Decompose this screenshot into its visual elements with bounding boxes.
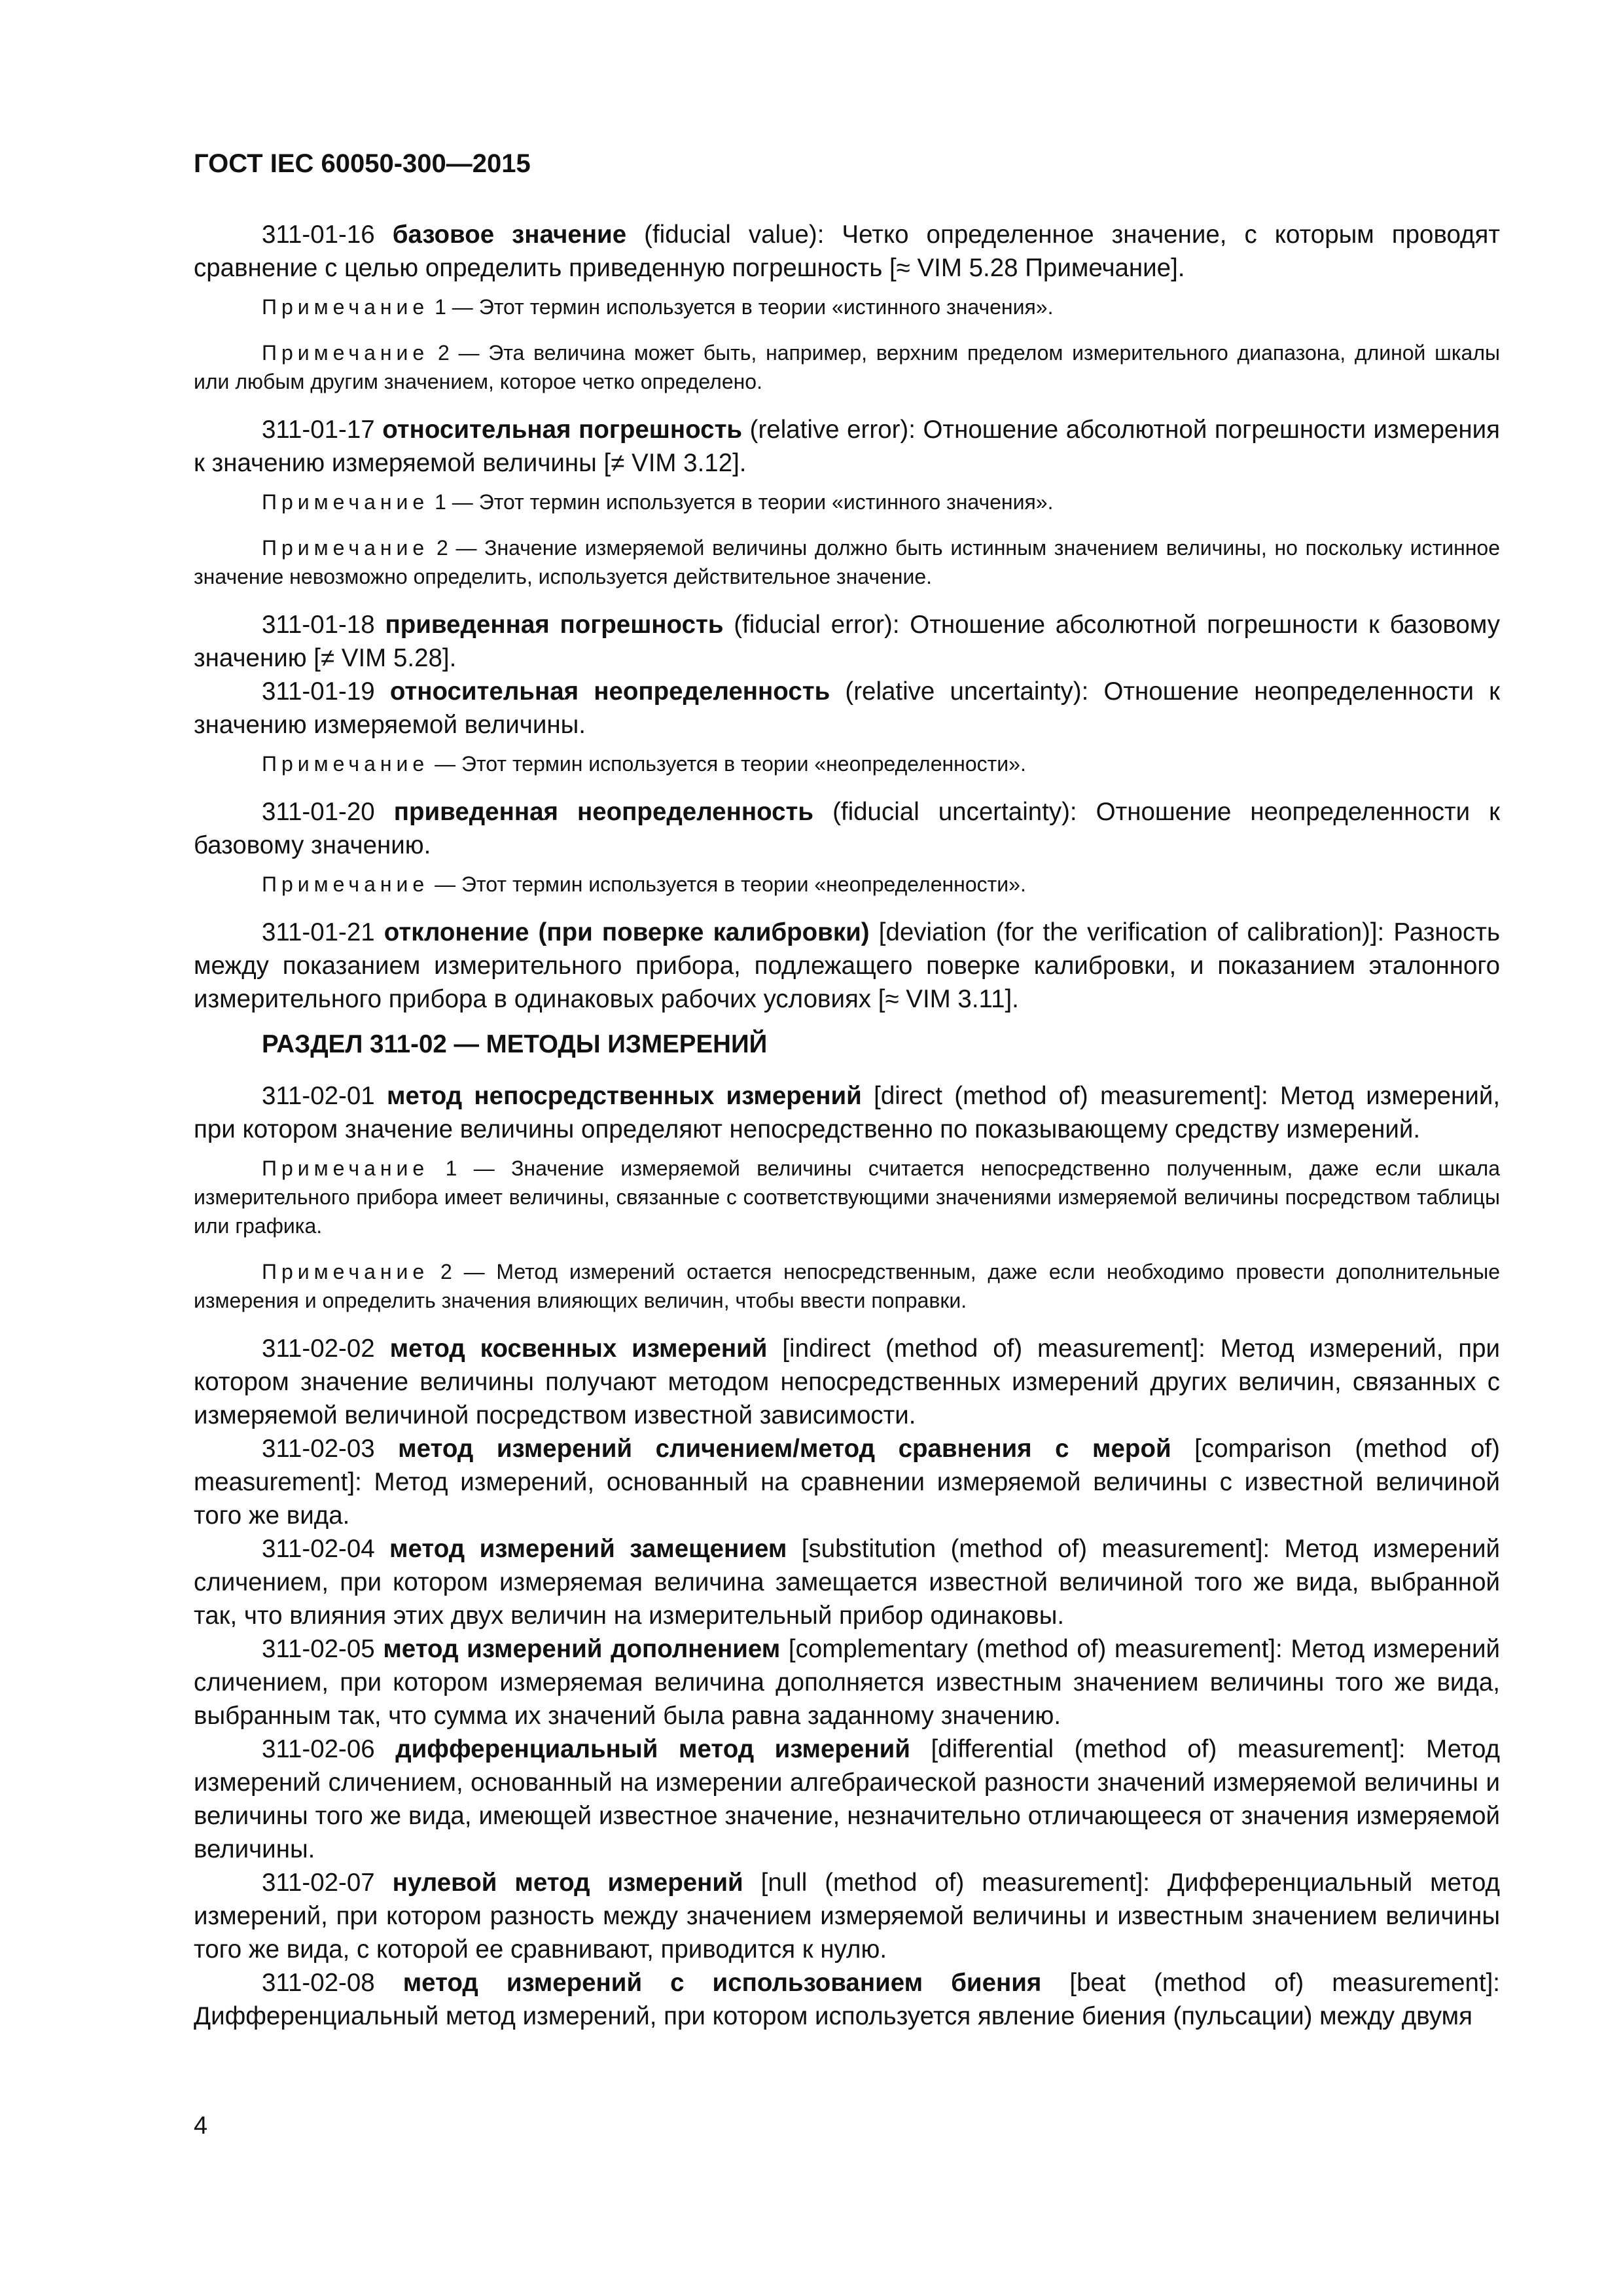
note-text: 1 — Значение измеряемой величины считается непосредственно полученным, даже если шкала измерительного прибора имеет величины, связанные с соответствующими значениями измеряемой величины посредством таблицы или графика. — [194, 1157, 1501, 1238]
term-entry — [194, 1632, 1500, 1732]
term-definition: [comparison (method of) measurement]: Метод измерений, основанный на сравнении измеряемой величины с известной величиной того же вида. — [194, 1435, 1500, 1530]
term-code: 311-02-01 — [262, 1082, 375, 1110]
term-name: относительная неопределенность — [389, 677, 830, 706]
note-text: 2 — Метод измерений остается непосредственным, даже если необходимо провести дополнительные измерения и определить значения влияющих величин, чтобы ввести поправки. — [194, 1260, 1501, 1312]
note — [194, 293, 1500, 321]
term-definition: (fiducial value): Четко определенное значение, с которым проводят сравнение с целью определить приведенную погрешность [≈ VIM 5.28 Примечание]. — [194, 221, 1500, 282]
term-code: 311-02-02 — [262, 1335, 375, 1363]
term-entry — [194, 1966, 1500, 2033]
term-entry — [194, 675, 1500, 742]
term-code: 311-01-17 — [262, 416, 375, 444]
term-entry — [194, 1732, 1500, 1866]
term-name: метод измерений с использованием биения — [402, 1969, 1042, 1997]
note-text: — Этот термин используется в теории «неопределенности». — [435, 752, 1026, 776]
note-text: 2 — Значение измеряемой величины должно быть истинным значением величины, но поскольку истинное значение невозможно определить, используется действительное значение. — [194, 536, 1501, 588]
term-code: 311-01-21 — [262, 918, 375, 946]
term-definition: [differential (method of) measurement]: Метод измерений сличением, основанный на измерении алгебраической разности значений измеряемой величины и величины того же вида, имеющей известное значение, незначительно отличающееся от значения измеряемой величины. — [194, 1735, 1500, 1863]
term-name: отклонение (при поверке калибровки) — [383, 918, 870, 946]
term-entry — [194, 218, 1500, 285]
term-name: относительная погрешность — [382, 416, 743, 444]
term-code: 311-02-04 — [262, 1535, 375, 1563]
term-code: 311-02-08 — [262, 1969, 375, 1997]
term-definition: [indirect (method of) measurement]: Метод измерений, при котором значение величины получают методом непосредственных измерений других величин, связанных с измеряемой величиной посредством известной зависимости. — [194, 1335, 1501, 1429]
term-entry — [194, 916, 1500, 1016]
term-code: 311-01-20 — [262, 798, 375, 826]
note-label: Примечание — [262, 341, 429, 365]
note-text: 2 — Эта величина может быть, например, верхним пределом измерительного диапазона, длиной шкалы или любым другим значением, которое четко определено. — [194, 341, 1501, 393]
note-label: Примечание — [262, 295, 429, 319]
note-label: Примечание — [262, 1260, 429, 1283]
note-text: 1 — Этот термин используется в теории «истинного значения». — [435, 490, 1054, 514]
term-code: 311-02-03 — [262, 1435, 375, 1463]
note-label: Примечание — [262, 536, 429, 560]
term-entry — [194, 795, 1500, 862]
note — [194, 870, 1500, 899]
term-entry — [194, 608, 1500, 675]
section-title: РАЗДЕЛ 311-02 — МЕТОДЫ ИЗМЕРЕНИЙ — [262, 1030, 768, 1058]
term-definition: [beat (method of) measurement]: Дифференциальный метод измерений, при котором используется явление биения (пульсации) между двумя — [194, 1969, 1501, 2030]
note-label: Примечание — [262, 752, 429, 776]
term-name: метод измерений дополнением — [383, 1635, 781, 1663]
term-entry — [194, 413, 1500, 480]
note-label: Примечание — [262, 490, 429, 514]
note-label: Примечание — [262, 1157, 429, 1180]
note — [194, 1154, 1500, 1240]
term-name: метод косвенных измерений — [389, 1335, 768, 1363]
term-definition: (relative uncertainty): Отношение неопределенности к значению измеряемой величины. — [194, 677, 1500, 739]
term-name: метод измерений замещением — [389, 1535, 787, 1563]
term-code: 311-01-18 — [262, 611, 375, 639]
term-definition: (relative error): Отношение абсолютной погрешности измерения к значению измеряемой величины [≠ VIM 3.12]. — [194, 416, 1500, 477]
term-name: приведенная погрешность — [385, 611, 724, 639]
note — [194, 749, 1500, 778]
term-definition: [null (method of) measurement]: Дифференциальный метод измерений, при котором разность между значением измеряемой величины и известным значением величины того же вида, с которой ее сравнивают, приводится к нулю. — [194, 1869, 1500, 1964]
term-entry — [194, 1532, 1500, 1632]
term-code: 311-01-16 — [262, 221, 375, 249]
note-label: Примечание — [262, 872, 429, 896]
term-name: метод измерений сличением/метод сравнения с мерой — [398, 1435, 1171, 1463]
note-text: 1 — Этот термин используется в теории «истинного значения». — [435, 295, 1054, 319]
document-page — [194, 147, 1500, 2033]
note — [194, 488, 1500, 516]
term-name: нулевой метод измерений — [392, 1869, 743, 1897]
term-name: приведенная неопределенность — [393, 798, 814, 826]
term-name: дифференциальный метод измерений — [395, 1735, 910, 1763]
term-entry — [194, 1866, 1500, 1966]
term-code: 311-02-06 — [262, 1735, 375, 1763]
term-entry — [194, 1332, 1500, 1432]
note-text: — Этот термин используется в теории «неопределенности». — [435, 872, 1026, 896]
term-name: метод непосредственных измерений — [386, 1082, 862, 1110]
document-header: ГОСТ IEC 60050-300—2015 — [194, 149, 531, 178]
term-definition: [direct (method of) measurement]: Метод измерений, при котором значение величины определяют непосредственно по показывающему средству измерений. — [194, 1082, 1501, 1143]
term-definition: (fiducial uncertainty): Отношение неопределенности к базовому значению. — [194, 798, 1501, 859]
note — [194, 338, 1500, 396]
term-name: базовое значение — [392, 221, 627, 249]
term-code: 311-02-05 — [262, 1635, 375, 1663]
term-entry — [194, 1079, 1500, 1146]
page-number: 4 — [194, 2112, 208, 2140]
term-code: 311-01-19 — [262, 677, 375, 706]
term-code: 311-02-07 — [262, 1869, 375, 1897]
term-definition: (fiducial error): Отношение абсолютной погрешности к базовому значению [≠ VIM 5.28]. — [194, 611, 1500, 672]
note — [194, 1257, 1500, 1315]
term-definition: [deviation (for the verification of calibration)]: Разность между показанием измерительного прибора, подлежащего поверке калибровки, и показанием эталонного измерительного прибора в одинаковых рабочих условиях [≈ VIM 3.11]. — [194, 918, 1501, 1013]
term-definition: [substitution (method of) measurement]: Метод измерений сличением, при котором измеряемая величина замещается известной величиной того же вида, выбранной так, что влияния этих двух величин на измерительный прибор одинаковы. — [194, 1535, 1500, 1630]
term-entry — [194, 1432, 1500, 1532]
term-definition: [complementary (method of) measurement]: Метод измерений сличением, при котором измеряемая величина дополняется известным значением величины того же вида, выбранным так, что сумма их значений была равна заданному значению. — [194, 1635, 1500, 1730]
note — [194, 533, 1500, 591]
